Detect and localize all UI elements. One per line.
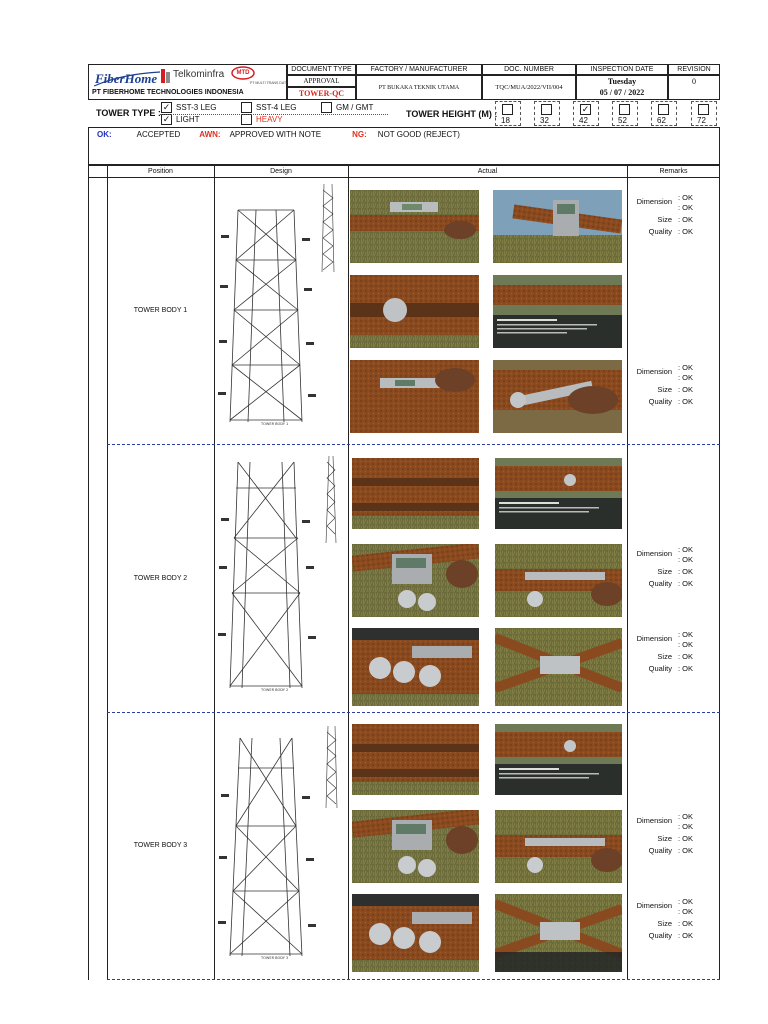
gm-label: GM / GMT: [336, 103, 374, 112]
inspection-date: 05 / 07 / 2022: [599, 88, 645, 97]
row2-photo-5: [352, 628, 479, 706]
tower-body-2-drawing-icon: [216, 448, 346, 710]
row3-photo-3: [352, 810, 479, 883]
row1-remark-a: [630, 192, 718, 238]
row1-photo-6: [493, 360, 622, 433]
remark-ok: : OK: [678, 373, 694, 382]
height-42-checkbox[interactable]: ✓: [581, 104, 590, 114]
legend-ok-text: ACCEPTED: [136, 130, 181, 139]
height-52-checkbox[interactable]: [619, 104, 630, 115]
col-position-header: Position: [148, 168, 173, 175]
caliper-measurement-photo-icon: [350, 190, 479, 263]
remark-quality-label: Quality: [648, 931, 672, 940]
caliper-measurement-photo-icon: [495, 810, 622, 883]
doc-type-approval: APPROVAL: [287, 75, 356, 87]
telkom-emblem-icon: [160, 68, 172, 84]
row2-design-caption: TOWER BODY 2: [261, 688, 289, 692]
remark-dimension-label: Dimension: [636, 367, 672, 376]
tower-type-option-heavy[interactable]: [241, 114, 283, 125]
row2-photo-2: [495, 458, 622, 529]
row-separator-1: [107, 444, 720, 445]
col-divider-2: [214, 165, 215, 980]
remark-quality-label: Quality: [648, 579, 672, 588]
tower-joint-photo-icon: [495, 628, 622, 706]
height-62-checkbox[interactable]: [658, 104, 669, 115]
row1-remark-b: [630, 362, 718, 408]
height-option-42[interactable]: [573, 101, 599, 126]
remark-ok: : OK: [678, 555, 694, 564]
row2-position: TOWER BODY 2: [133, 574, 188, 582]
height-62-label: 62: [657, 116, 666, 125]
remark-quality-label: Quality: [648, 227, 672, 236]
tower-height-label: TOWER HEIGHT (M) :: [406, 109, 498, 119]
height-32-checkbox[interactable]: [541, 104, 552, 115]
remark-size-label: Size: [657, 834, 672, 843]
height-option-52[interactable]: [612, 101, 638, 126]
tower-joint-photo-icon: [352, 458, 479, 529]
height-72-label: 72: [697, 116, 706, 125]
tower-body-1-drawing-icon: [216, 180, 346, 442]
legend-awn-code: AWN:: [199, 130, 221, 139]
caliper-measurement-photo-icon: [352, 894, 479, 972]
caliper-measurement-photo-icon: [352, 628, 479, 706]
geotagged-site-photo-icon: [493, 275, 622, 348]
row-separator-2: [107, 712, 720, 713]
row-separator-3: [107, 979, 720, 980]
row2-photo-6: [495, 628, 622, 706]
caliper-measurement-photo-icon: [350, 360, 479, 433]
row2-remark-b: [630, 629, 718, 675]
doc-number-header: DOC. NUMBER: [482, 64, 576, 75]
sst4-checkbox[interactable]: [241, 102, 252, 113]
remark-ok: : OK: [678, 822, 694, 831]
remark-ok: : OK: [678, 652, 694, 661]
tower-body-3-drawing-icon: [216, 716, 346, 978]
doc-type-header: DOCUMENT TYPE: [287, 64, 356, 75]
sst3-checkbox[interactable]: ✓: [162, 102, 171, 112]
height-option-72[interactable]: [691, 101, 717, 126]
heavy-checkbox[interactable]: [241, 114, 252, 125]
remark-quality-label: Quality: [648, 846, 672, 855]
remark-quality-label: Quality: [648, 664, 672, 673]
gm-checkbox[interactable]: [321, 102, 332, 113]
remark-ok: : OK: [678, 897, 694, 906]
row2-remark-a: [630, 544, 718, 590]
inspection-date-header: INSPECTION DATE: [576, 64, 668, 75]
remark-ok: : OK: [678, 834, 694, 843]
remark-size-label: Size: [657, 385, 672, 394]
height-18-checkbox[interactable]: [502, 104, 513, 115]
height-option-32[interactable]: [534, 101, 560, 126]
row1-photo-5: [350, 360, 479, 433]
col-remarks-header: Remarks: [659, 168, 688, 175]
remark-ok: : OK: [678, 812, 694, 821]
sst4-label: SST-4 LEG: [256, 103, 297, 112]
tower-joint-photo-icon: [352, 724, 479, 795]
fiberhome-wordmark: FiberHome: [95, 71, 158, 86]
tower-type-option-sst3[interactable]: [161, 102, 216, 113]
telkominfra-wordmark: Telkominfra: [173, 69, 225, 80]
tower-joint-photo-icon: [495, 894, 622, 972]
remark-ok: : OK: [678, 397, 694, 406]
remark-size-label: Size: [657, 919, 672, 928]
remark-ok: : OK: [678, 630, 694, 639]
company-name: PT FIBERHOME TECHNOLOGIES INDONESIA: [92, 89, 244, 96]
row2-photo-1: [352, 458, 479, 529]
doc-number-value: TQC/MUA/2022/VII/004: [482, 75, 576, 100]
row3-photo-2: [495, 724, 622, 795]
remark-size-label: Size: [657, 652, 672, 661]
revision-header: REVISION: [668, 64, 720, 75]
fiberhome-logo: [92, 70, 162, 88]
row1-photo-3: [350, 275, 479, 348]
legend-awn-text: APPROVED WITH NOTE: [229, 130, 322, 139]
geotagged-site-photo-icon: [495, 458, 622, 529]
legend-ok-code: OK:: [97, 130, 112, 139]
row2-design-drawing: [216, 448, 346, 710]
caliper-measurement-photo-icon: [493, 190, 622, 263]
sst3-label: SST-3 LEG: [176, 103, 217, 112]
row3-remark-a: [630, 811, 718, 857]
row1-design-caption: TOWER BODY 1: [261, 422, 289, 426]
remark-ok: : OK: [678, 931, 694, 940]
remark-ok: : OK: [678, 640, 694, 649]
mtd-wordmark: MTD: [236, 70, 250, 76]
tower-height-options: [493, 101, 721, 127]
row3-position: TOWER BODY 3: [133, 841, 188, 849]
row1-photo-2: [493, 190, 622, 263]
light-checkbox[interactable]: ✓: [162, 114, 171, 124]
row1-position: TOWER BODY 1: [133, 306, 188, 314]
remark-dimension-label: Dimension: [636, 634, 672, 643]
row3-photo-6: [495, 894, 622, 972]
factory-value: PT BUKAKA TEKNIK UTAMA: [356, 75, 482, 100]
col-actual-header: Actual: [477, 168, 498, 175]
light-label: LIGHT: [176, 115, 200, 124]
mtd-subtitle: PT MULTI TRANS DATA: [250, 81, 289, 85]
remark-quality-label: Quality: [648, 397, 672, 406]
legend-row: [97, 130, 460, 139]
height-32-label: 32: [540, 116, 549, 125]
remark-size-label: Size: [657, 567, 672, 576]
tower-type-underline: [160, 114, 388, 115]
remark-ok: : OK: [678, 227, 694, 236]
height-option-18[interactable]: [495, 101, 521, 126]
row2-photo-4: [495, 544, 622, 617]
row1-photo-4: [493, 275, 622, 348]
doc-type-tower-qc: TOWER-QC: [287, 87, 356, 100]
factory-header: FACTORY / MANUFACTURER: [356, 64, 482, 75]
caliper-measurement-photo-icon: [352, 544, 479, 617]
row3-design-caption: TOWER BODY 3: [261, 956, 289, 960]
legend-ng-text: NOT GOOD (REJECT): [377, 130, 460, 139]
remark-ok: : OK: [678, 193, 694, 202]
remark-ok: : OK: [678, 215, 694, 224]
remark-ok: : OK: [678, 363, 694, 372]
telkominfra-logo: [160, 67, 226, 85]
tower-type-label: TOWER TYPE :: [96, 108, 161, 118]
remark-ok: : OK: [678, 846, 694, 855]
inspection-day: Tuesday: [607, 77, 637, 86]
remark-dimension-label: Dimension: [636, 901, 672, 910]
height-option-62[interactable]: [651, 101, 677, 126]
height-52-label: 52: [618, 116, 627, 125]
row3-remark-b: [630, 896, 718, 942]
tower-type-option-light[interactable]: [161, 114, 200, 125]
caliper-measurement-photo-icon: [493, 360, 622, 433]
col-divider-3: [348, 165, 349, 980]
row3-design-drawing: [216, 716, 346, 978]
row1-photo-1: [350, 190, 479, 263]
caliper-measurement-photo-icon: [495, 544, 622, 617]
remark-dimension-label: Dimension: [636, 816, 672, 825]
legend-ng-code: NG:: [352, 130, 367, 139]
remark-ok: : OK: [678, 579, 694, 588]
remark-ok: : OK: [678, 545, 694, 554]
remark-ok: : OK: [678, 385, 694, 394]
row3-photo-1: [352, 724, 479, 795]
revision-value: 0: [668, 75, 720, 100]
height-18-label: 18: [501, 116, 510, 125]
tower-type-option-gm[interactable]: [321, 102, 373, 113]
remark-dimension-label: Dimension: [636, 197, 672, 206]
remark-ok: : OK: [678, 203, 694, 212]
row3-photo-5: [352, 894, 479, 972]
col-design-header: Design: [270, 168, 292, 175]
remark-dimension-label: Dimension: [636, 549, 672, 558]
remark-ok: : OK: [678, 919, 694, 928]
remark-ok: : OK: [678, 907, 694, 916]
inspection-date-cell: [576, 75, 668, 100]
height-42-label: 42: [579, 116, 588, 125]
col-divider-4: [627, 165, 628, 980]
row1-design-drawing: [216, 180, 346, 442]
remark-ok: : OK: [678, 567, 694, 576]
height-72-checkbox[interactable]: [698, 104, 709, 115]
mtd-logo: [224, 66, 289, 88]
row3-photo-4: [495, 810, 622, 883]
geotagged-site-photo-icon: [495, 724, 622, 795]
caliper-measurement-photo-icon: [352, 810, 479, 883]
tower-type-option-sst4[interactable]: [241, 102, 296, 113]
remark-ok: : OK: [678, 664, 694, 673]
remark-size-label: Size: [657, 215, 672, 224]
heavy-label: HEAVY: [256, 115, 283, 124]
row2-photo-3: [352, 544, 479, 617]
tower-joint-photo-icon: [350, 275, 479, 348]
